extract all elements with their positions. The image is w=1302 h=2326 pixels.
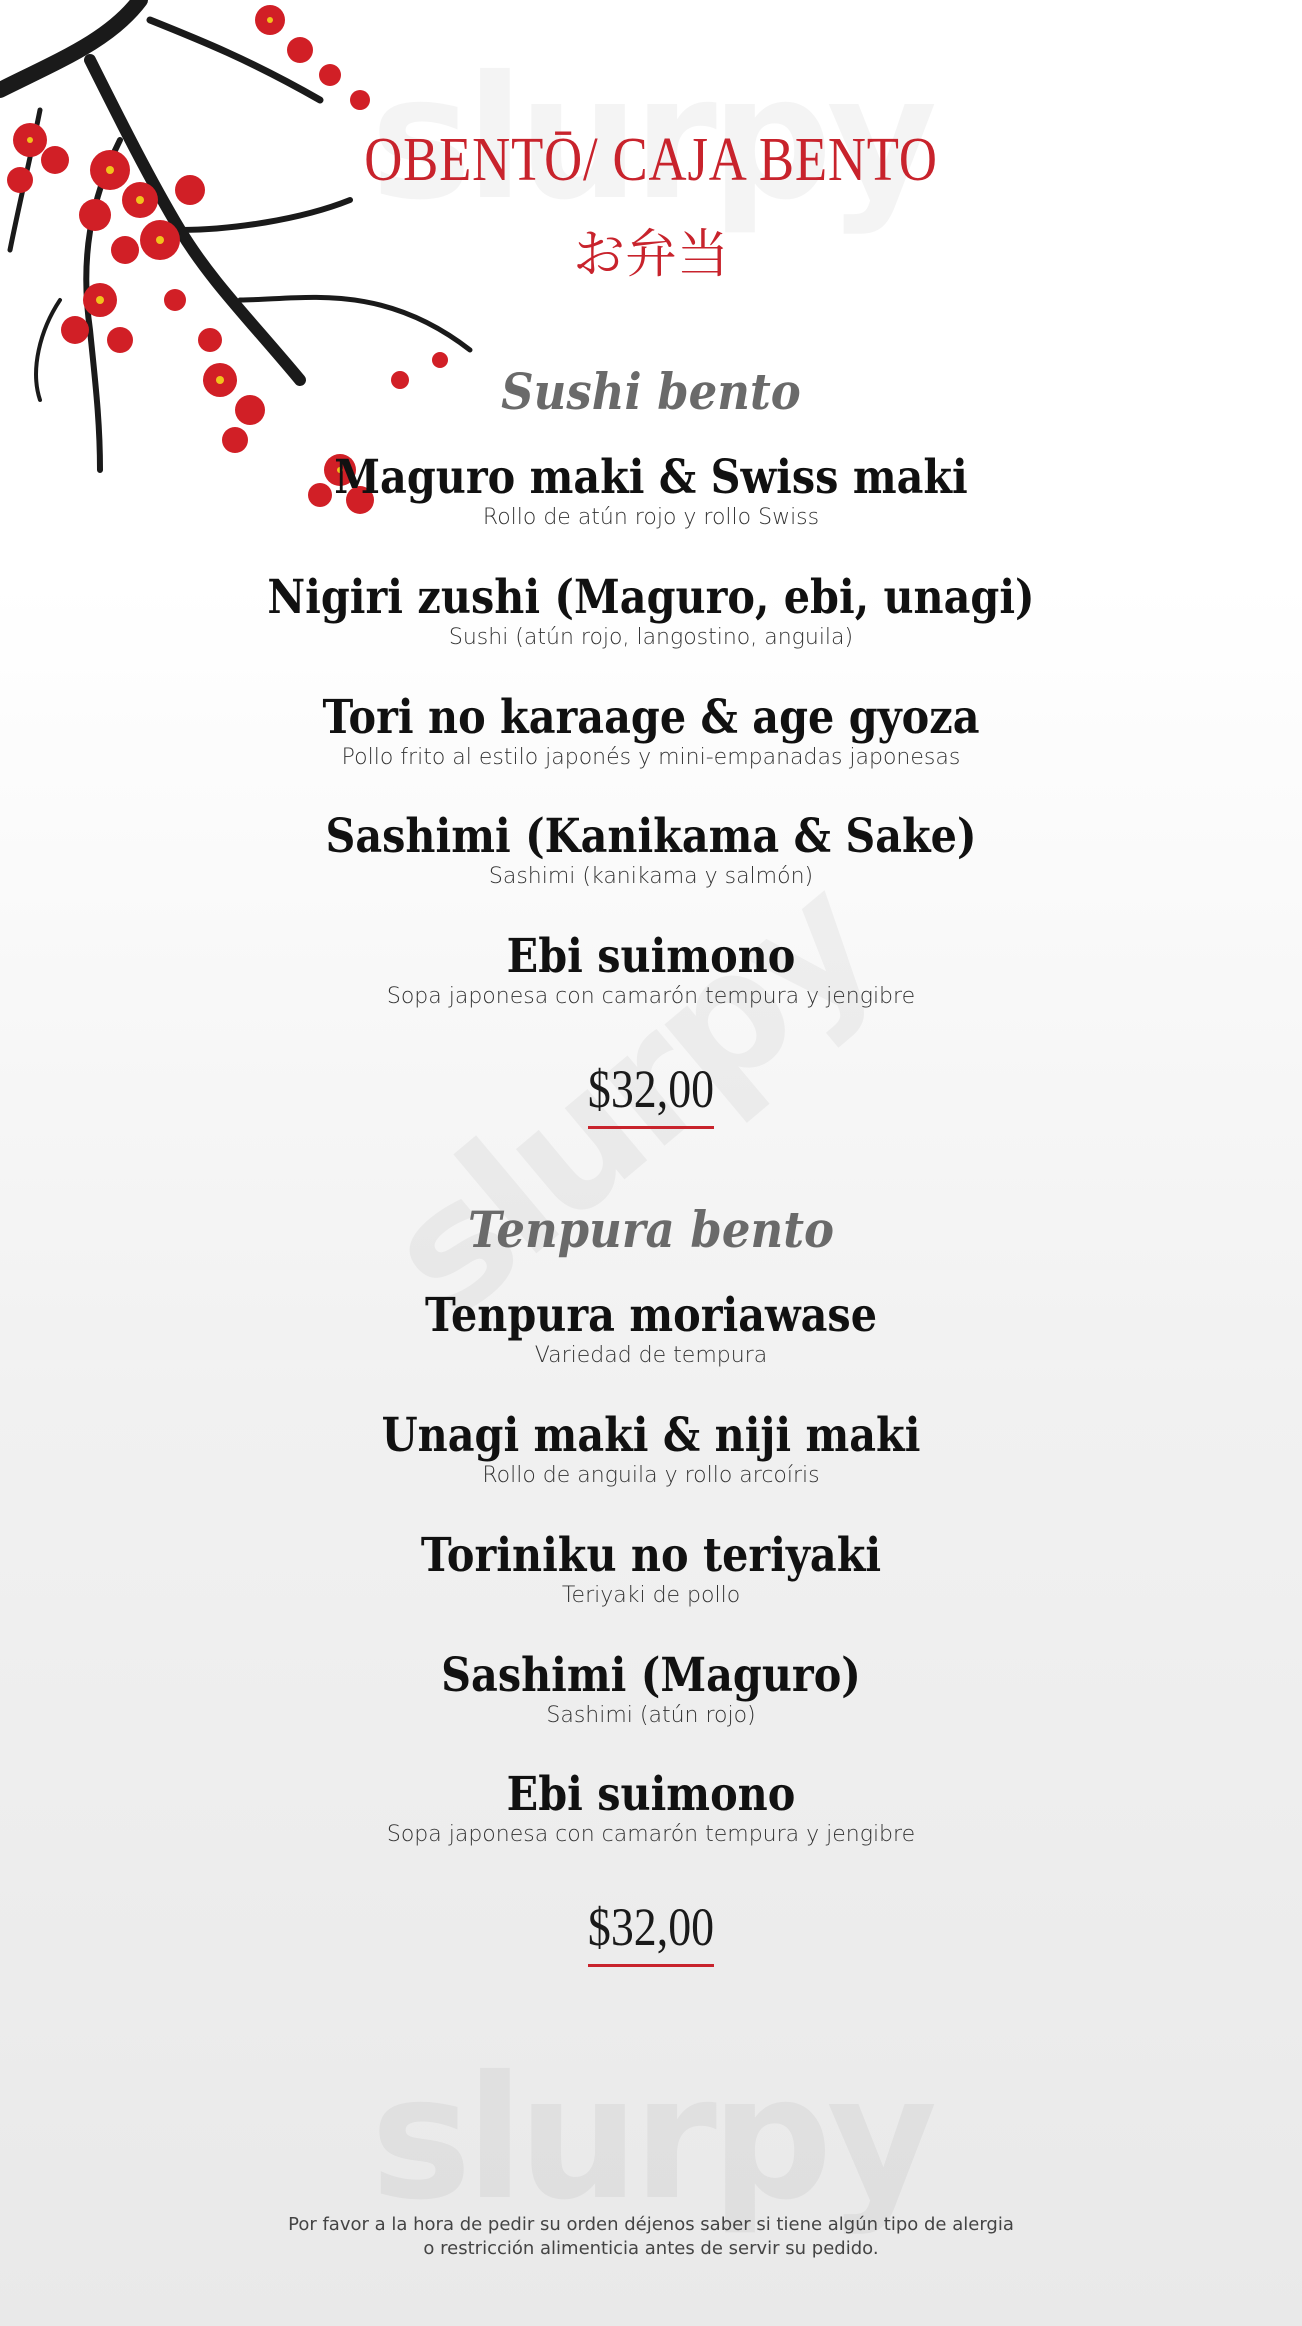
- menu-item: [0, 692, 1302, 772]
- section-title: Sushi bento: [501, 362, 801, 421]
- item-description: Sopa japonesa con camarón tempura y jengibre: [386, 1822, 916, 1847]
- item-name: Toriniku no teriyaki: [420, 1528, 882, 1583]
- menu-item: [0, 811, 1302, 891]
- allergy-notice-line: Por favor a la hora de pedir su orden déjenos saber si tiene algún tipo de alergia: [288, 2214, 1014, 2235]
- item-name: Tenpura moriawase: [424, 1288, 878, 1343]
- item-name: Sashimi (Kanikama & Sake): [325, 809, 977, 864]
- item-description: Pollo frito al estilo japonés y mini-empanadas japonesas: [341, 745, 961, 770]
- item-description: Variedad de tempura: [534, 1343, 768, 1368]
- item-description: Sashimi (atún rojo): [546, 1703, 756, 1728]
- item-name: Unagi maki & niji maki: [381, 1408, 921, 1463]
- watermark: [371, 2040, 932, 2238]
- menu-item: [0, 931, 1302, 1011]
- item-name: Ebi suimono: [506, 929, 796, 984]
- item-description: Teriyaki de pollo: [561, 1583, 741, 1608]
- menu-item: [0, 1290, 1302, 1370]
- item-name: Sashimi (Maguro): [441, 1648, 861, 1703]
- price: $32,00: [587, 1897, 715, 1957]
- item-name: Ebi suimono: [506, 1767, 796, 1822]
- item-name: Tori no karaage & age gyoza: [322, 690, 980, 745]
- allergy-notice: [0, 2213, 1302, 2261]
- menu-item: [0, 1410, 1302, 1490]
- item-name: Maguro maki & Swiss maki: [334, 450, 968, 505]
- price-underline: [588, 1126, 714, 1129]
- page-title: OBENTŌ/ CAJA BENTO: [364, 126, 938, 194]
- section-title: Tenpura bento: [467, 1200, 834, 1259]
- item-description: Rollo de atún rojo y rollo Swiss: [482, 505, 820, 530]
- item-description: Sopa japonesa con camarón tempura y jengibre: [386, 984, 916, 1009]
- menu-item: [0, 452, 1302, 532]
- menu-item: [0, 1530, 1302, 1610]
- item-description: Sushi (atún rojo, langostino, anguila): [448, 625, 854, 650]
- menu-item: [0, 1769, 1302, 1849]
- item-name: Nigiri zushi (Maguro, ebi, unagi): [267, 570, 1035, 625]
- menu-item: [0, 1650, 1302, 1730]
- item-description: Sashimi (kanikama y salmón): [488, 864, 814, 889]
- price: $32,00: [587, 1059, 715, 1119]
- page-subtitle-japanese: お弁当: [572, 225, 729, 285]
- menu-item: [0, 572, 1302, 652]
- price-underline: [588, 1964, 714, 1967]
- item-description: Rollo de anguila y rollo arcoíris: [482, 1463, 820, 1488]
- allergy-notice-line: o restricción alimenticia antes de servir su pedido.: [423, 2238, 879, 2259]
